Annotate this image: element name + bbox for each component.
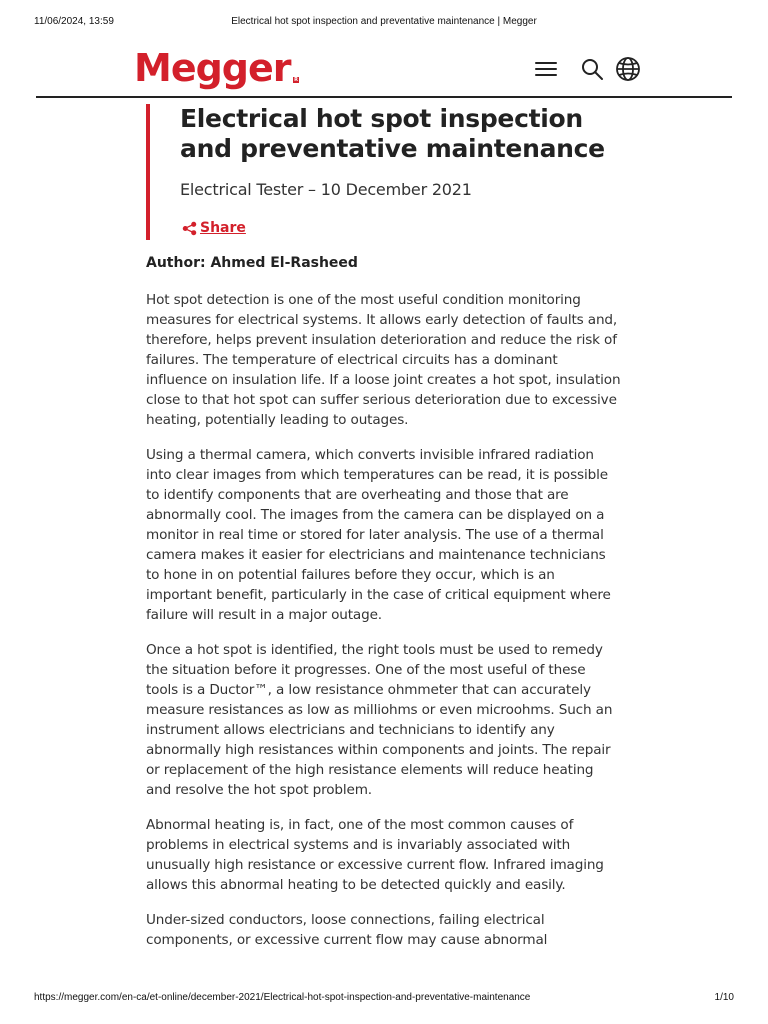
print-header (34, 16, 734, 30)
article-body (146, 290, 621, 965)
print-page-number: 1/10 (714, 992, 734, 1003)
article-paragraph: Abnormal heating is, in fact, one of the most common causes of problems in electrical systems and is invariably associated with unusually high resistance or excessive current flow. Infrared imaging allows this abnormal heating to be detected quickly and easily. (146, 817, 604, 893)
article-paragraph: Using a thermal camera, which converts invisible infrared radiation into clear images from which temperatures can be read, it is possible to identify components that are overheating and those that are abnormally cool. The images from the camera can be displayed on a monitor in real time or stored for later analysis. The use of a thermal camera makes it easier for electricians and maintenance technicians to hone in on potential failures before they occur, which is an important benefit, particularly in the case of critical equipment where failure will result in a major outage. (146, 447, 611, 623)
globe-icon[interactable] (615, 56, 641, 82)
article-title-block (146, 104, 630, 240)
article-paragraph: Hot spot detection is one of the most useful condition monitoring measures for electrical systems. It allows early detection of faults and, therefore, helps prevent insulation deterioration and reduce the risk of failures. The temperature of electrical circuits has a dominant influence on insulation life. If a loose joint creates a hot spot, insulation close to that hot spot can suffer serious deterioration due to excessive heating, potentially leading to outages. (146, 292, 621, 428)
registered-mark-icon: R (294, 77, 297, 83)
print-page-title: Electrical hot spot inspection and preventative maintenance | Megger (231, 16, 537, 27)
print-datetime: 11/06/2024, 13:59 (34, 16, 114, 27)
article-author: Author: Ahmed El-Rasheed (146, 255, 358, 271)
print-url: https://megger.com/en-ca/et-online/december-2021/Electrical-hot-spot-inspection-and-preventative-maintenance (34, 992, 531, 1003)
print-footer (34, 992, 734, 1006)
article-title: Electrical hot spot inspection and preventative maintenance (180, 104, 605, 163)
share-link[interactable] (182, 220, 246, 236)
megger-logo[interactable] (134, 44, 299, 92)
logo-text: Megger (134, 46, 291, 90)
article-paragraph: Under-sized conductors, loose connections, failing electrical components, or excessive current flow may cause abnormal (146, 912, 548, 948)
hamburger-menu-icon[interactable] (533, 56, 559, 82)
site-header (36, 40, 732, 98)
article-byline: Electrical Tester – 10 December 2021 (180, 180, 472, 199)
article-paragraph: Once a hot spot is identified, the right tools must be used to remedy the situation before it progresses. One of the most useful of these tools is a Ductor™, a low resistance ohmmeter that can accurately measure resistances as low as milliohms or even microohms. Such an instrument allows electricians and technicians to identify any abnormally high resistances within components and joints. The repair or replacement of the high resistance elements will reduce heating and resolve the hot spot problem. (146, 642, 613, 798)
share-label: Share (200, 220, 246, 236)
share-icon (182, 221, 197, 236)
search-icon[interactable] (579, 56, 605, 82)
